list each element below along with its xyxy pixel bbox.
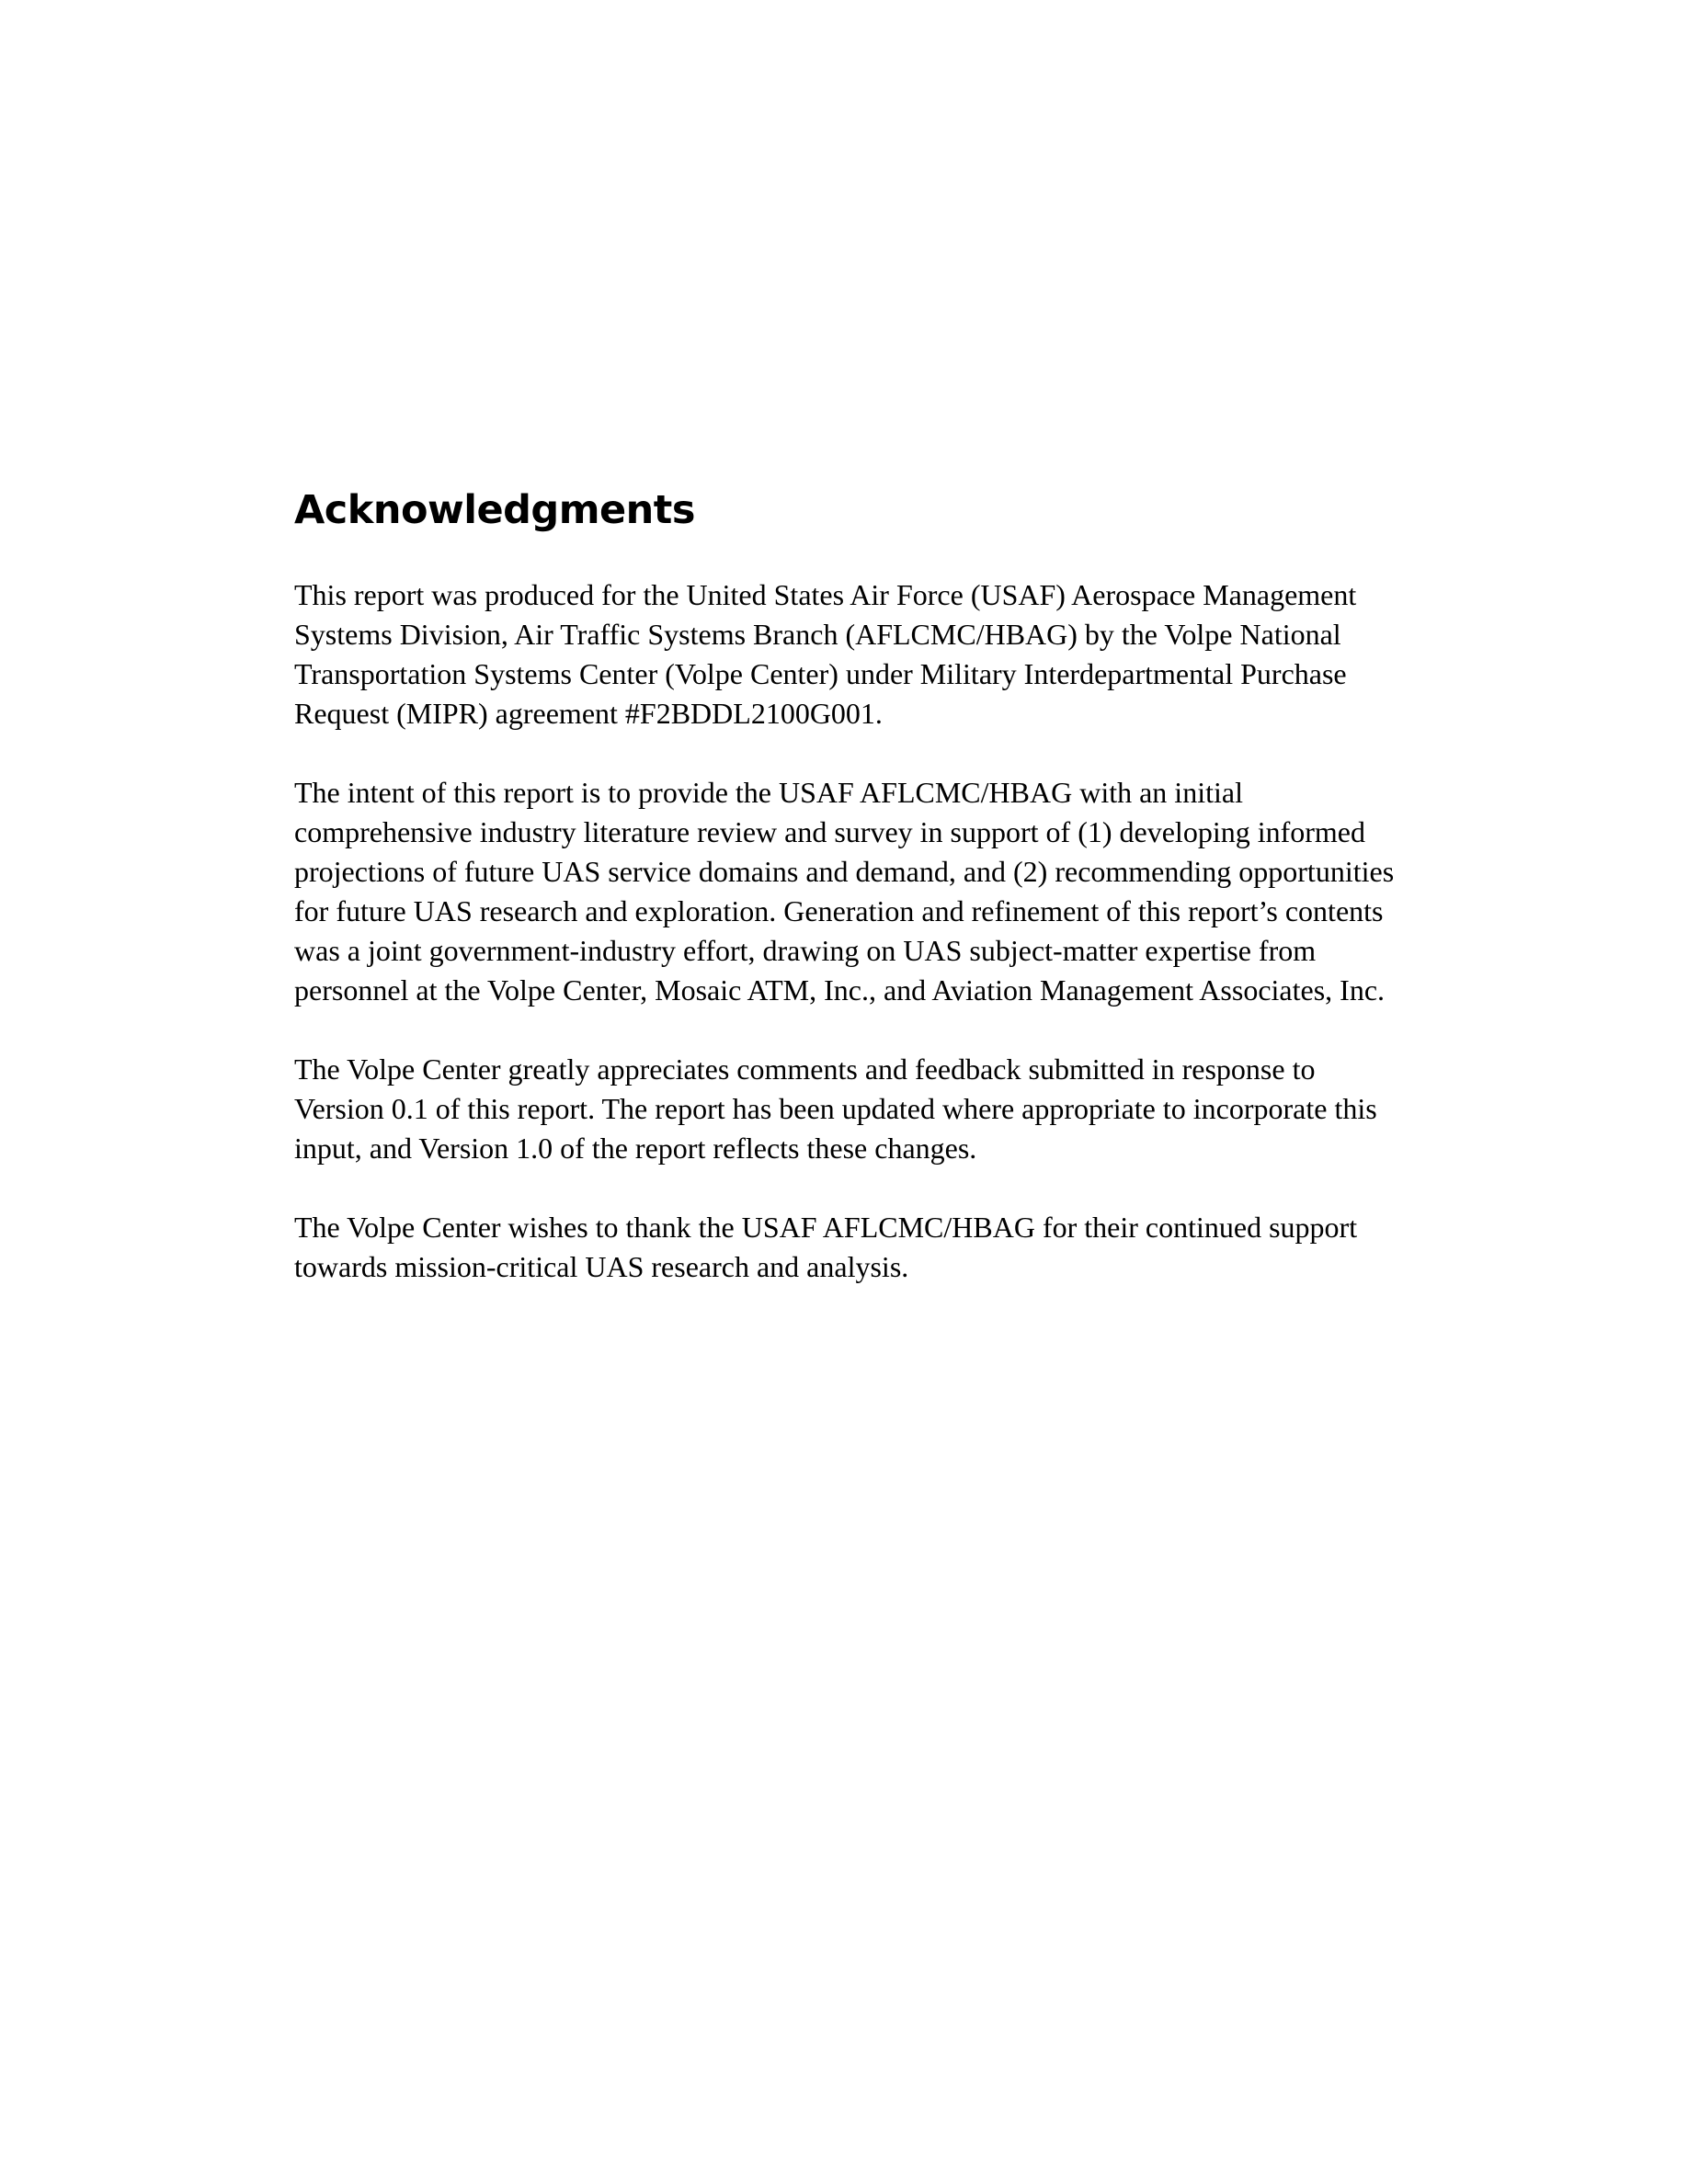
paragraph-line: Transportation Systems Center (Volpe Center) under Military Interdepartmental Purchase — [294, 657, 1347, 690]
paragraph-line: for future UAS research and exploration. Generation and refinement of this report’s contents — [294, 894, 1384, 927]
paragraph-line: Version 0.1 of this report. The report has been updated where appropriate to incorporate this — [294, 1092, 1377, 1125]
paragraph-line: comprehensive industry literature review and survey in support of (1) developing informed — [294, 815, 1365, 848]
paragraph-line: The Volpe Center greatly appreciates comments and feedback submitted in response to — [294, 1052, 1316, 1086]
paragraph-line: Request (MIPR) agreement #F2BDDL2100G001. — [294, 697, 883, 730]
paragraph-thanks — [294, 1208, 1434, 1287]
paragraph-line: projections of future UAS service domains and demand, and (2) recommending opportunities — [294, 855, 1395, 888]
paragraph-line: input, and Version 1.0 of the report reflects these changes. — [294, 1132, 977, 1165]
paragraph-line: This report was produced for the United States Air Force (USAF) Aerospace Management — [294, 578, 1357, 611]
paragraph-line: was a joint government-industry effort, drawing on UAS subject-matter expertise from — [294, 934, 1317, 967]
paragraph-line: Systems Division, Air Traffic Systems Branch (AFLCMC/HBAG) by the Volpe National — [294, 618, 1341, 651]
paragraph-line: The Volpe Center wishes to thank the USAF AFLCMC/HBAG for their continued support — [294, 1211, 1358, 1244]
paragraph-report-intent — [294, 773, 1434, 1010]
paragraph-line: The intent of this report is to provide the USAF AFLCMC/HBAG with an initial — [294, 776, 1243, 809]
paragraph-line: personnel at the Volpe Center, Mosaic ATM, Inc., and Aviation Management Associates, Inc. — [294, 973, 1386, 1007]
page-title: Acknowledgments — [294, 487, 695, 533]
paragraph-feedback — [294, 1050, 1434, 1168]
paragraph-report-production — [294, 575, 1434, 734]
acknowledgments-section — [294, 483, 1434, 1326]
paragraph-line: towards mission-critical UAS research and analysis. — [294, 1250, 909, 1283]
